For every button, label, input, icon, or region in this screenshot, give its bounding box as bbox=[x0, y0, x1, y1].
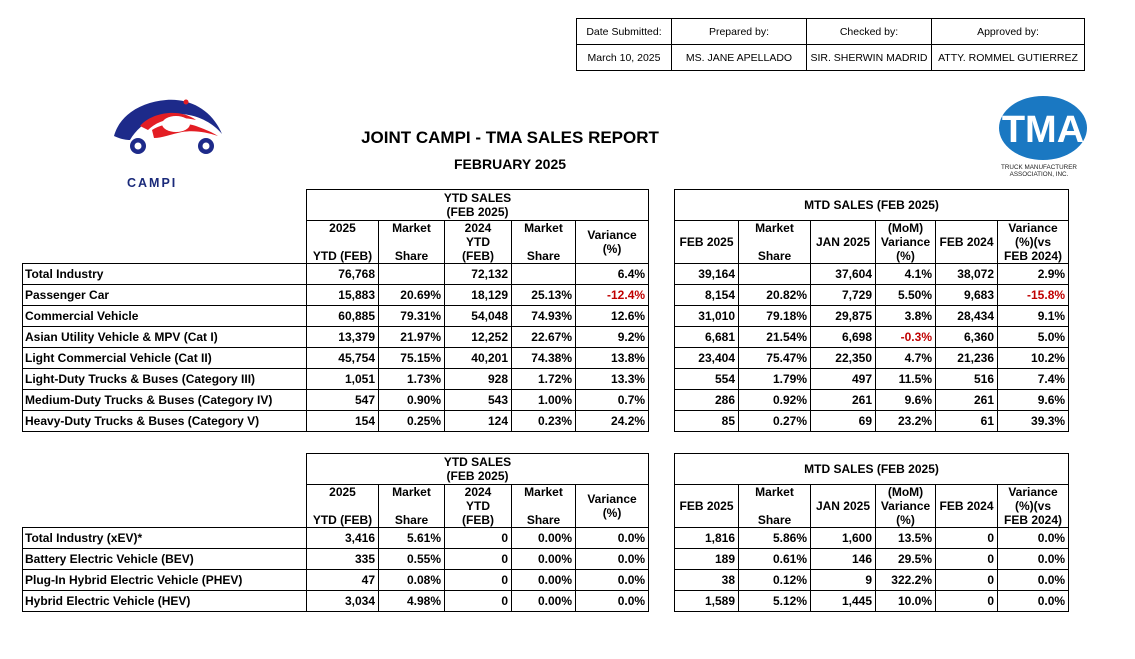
table-row bbox=[23, 390, 649, 411]
feb-2024-value: 9,683 bbox=[936, 285, 998, 306]
row-label: Battery Electric Vehicle (BEV) bbox=[23, 549, 307, 570]
market-share-2025-value: 79.31% bbox=[379, 306, 445, 327]
jan-2025-value: 497 bbox=[811, 369, 876, 390]
mom-variance-value: 5.50% bbox=[876, 285, 936, 306]
market-share-2025-value: 1.73% bbox=[379, 369, 445, 390]
mtd-sales-table-vehicle-types bbox=[674, 189, 1069, 432]
variance-value: 6.4% bbox=[576, 264, 649, 285]
jan-2025-value: 29,875 bbox=[811, 306, 876, 327]
col-feb-2024: FEB 2024 bbox=[936, 221, 998, 264]
variance-value: -12.4% bbox=[576, 285, 649, 306]
jan-2025-value: 69 bbox=[811, 411, 876, 432]
table-row bbox=[675, 285, 1069, 306]
market-share-2025-value: 0.08% bbox=[379, 570, 445, 591]
col-market-share-2025: Market Share bbox=[379, 485, 445, 528]
yoy-variance-value: 9.1% bbox=[998, 306, 1069, 327]
feb-2024-value: 0 bbox=[936, 549, 998, 570]
approved-by-value: ATTY. ROMMEL GUTIERREZ bbox=[932, 45, 1085, 71]
mtd-header-xev: MTD SALES (FEB 2025) bbox=[675, 454, 1069, 485]
feb-2024-value: 38,072 bbox=[936, 264, 998, 285]
market-share-feb-value: 20.82% bbox=[739, 285, 811, 306]
checked-by-value: SIR. SHERWIN MADRID bbox=[807, 45, 932, 71]
jan-2025-value: 22,350 bbox=[811, 348, 876, 369]
ytd-2025-value: 76,768 bbox=[307, 264, 379, 285]
approved-by-label: Approved by: bbox=[932, 19, 1085, 45]
feb-2025-value: 1,589 bbox=[675, 591, 739, 612]
yoy-variance-value: 5.0% bbox=[998, 327, 1069, 348]
jan-2025-value: 6,698 bbox=[811, 327, 876, 348]
ytd-header-xev: YTD SALES (FEB 2025) bbox=[307, 454, 649, 485]
market-share-feb-value: 1.79% bbox=[739, 369, 811, 390]
market-share-2024-value: 74.93% bbox=[512, 306, 576, 327]
col-mom-variance: (MoM) Variance (%) bbox=[876, 485, 936, 528]
ytd-sales-table-xev bbox=[22, 453, 649, 612]
feb-2024-value: 21,236 bbox=[936, 348, 998, 369]
ytd-2025-value: 47 bbox=[307, 570, 379, 591]
col-market-share-2024: Market Share bbox=[512, 485, 576, 528]
feb-2025-value: 39,164 bbox=[675, 264, 739, 285]
table-row bbox=[23, 528, 649, 549]
col-2025-ytd: 2025 YTD (FEB) bbox=[307, 221, 379, 264]
jan-2025-value: 146 bbox=[811, 549, 876, 570]
approvals-table bbox=[576, 18, 1085, 71]
ytd-2025-value: 154 bbox=[307, 411, 379, 432]
table-row bbox=[675, 591, 1069, 612]
feb-2025-value: 23,404 bbox=[675, 348, 739, 369]
feb-2024-value: 0 bbox=[936, 528, 998, 549]
yoy-variance-value: 9.6% bbox=[998, 390, 1069, 411]
row-label: Total Industry bbox=[23, 264, 307, 285]
ytd-2025-value: 3,416 bbox=[307, 528, 379, 549]
table-row bbox=[675, 390, 1069, 411]
row-label: Passenger Car bbox=[23, 285, 307, 306]
ytd-2024-value: 0 bbox=[445, 591, 512, 612]
row-label: Light-Duty Trucks & Buses (Category III) bbox=[23, 369, 307, 390]
feb-2024-value: 516 bbox=[936, 369, 998, 390]
market-share-feb-value: 75.47% bbox=[739, 348, 811, 369]
ytd-sales-table-vehicle-types bbox=[22, 189, 649, 432]
checked-by-label: Checked by: bbox=[807, 19, 932, 45]
market-share-2025-value: 21.97% bbox=[379, 327, 445, 348]
row-label: Medium-Duty Trucks & Buses (Category IV) bbox=[23, 390, 307, 411]
mom-variance-value: 4.1% bbox=[876, 264, 936, 285]
table-row bbox=[675, 348, 1069, 369]
mom-variance-value: 11.5% bbox=[876, 369, 936, 390]
report-subtitle: FEBRUARY 2025 bbox=[453, 156, 567, 172]
market-share-feb-value: 21.54% bbox=[739, 327, 811, 348]
prepared-by-label: Prepared by: bbox=[672, 19, 807, 45]
market-share-2024-value: 0.00% bbox=[512, 591, 576, 612]
col-variance: Variance (%) bbox=[576, 221, 649, 264]
yoy-variance-value: -15.8% bbox=[998, 285, 1069, 306]
yoy-variance-value: 10.2% bbox=[998, 348, 1069, 369]
tma-logo-text: TMA bbox=[1001, 109, 1085, 151]
ytd-2024-value: 543 bbox=[445, 390, 512, 411]
variance-value: 13.8% bbox=[576, 348, 649, 369]
market-share-2025-value: 0.55% bbox=[379, 549, 445, 570]
col-jan-2025: JAN 2025 bbox=[811, 221, 876, 264]
table-row bbox=[23, 411, 649, 432]
report-title: JOINT CAMPI - TMA SALES REPORT bbox=[361, 128, 659, 147]
col-variance: Variance (%) bbox=[576, 485, 649, 528]
yoy-variance-value: 7.4% bbox=[998, 369, 1069, 390]
ytd-2024-value: 54,048 bbox=[445, 306, 512, 327]
ytd-2025-value: 13,379 bbox=[307, 327, 379, 348]
variance-value: 0.7% bbox=[576, 390, 649, 411]
jan-2025-value: 9 bbox=[811, 570, 876, 591]
col-feb-2025: FEB 2025 bbox=[675, 485, 739, 528]
variance-value: 24.2% bbox=[576, 411, 649, 432]
jan-2025-value: 37,604 bbox=[811, 264, 876, 285]
feb-2024-value: 261 bbox=[936, 390, 998, 411]
row-label: Total Industry (xEV)* bbox=[23, 528, 307, 549]
market-share-2024-value: 25.13% bbox=[512, 285, 576, 306]
col-market-share-2025: Market Share bbox=[379, 221, 445, 264]
ytd-2024-value: 72,132 bbox=[445, 264, 512, 285]
market-share-2024-value bbox=[512, 264, 576, 285]
feb-2025-value: 189 bbox=[675, 549, 739, 570]
yoy-variance-value: 0.0% bbox=[998, 570, 1069, 591]
market-share-2024-value: 1.00% bbox=[512, 390, 576, 411]
variance-value: 0.0% bbox=[576, 570, 649, 591]
variance-value: 0.0% bbox=[576, 591, 649, 612]
ytd-2025-value: 1,051 bbox=[307, 369, 379, 390]
row-label: Asian Utility Vehicle & MPV (Cat I) bbox=[23, 327, 307, 348]
feb-2025-value: 8,154 bbox=[675, 285, 739, 306]
prepared-by-value: MS. JANE APELLADO bbox=[672, 45, 807, 71]
ytd-2024-value: 18,129 bbox=[445, 285, 512, 306]
mom-variance-value: 9.6% bbox=[876, 390, 936, 411]
table-row bbox=[675, 306, 1069, 327]
mtd-sales-table-xev bbox=[674, 453, 1069, 612]
table-row bbox=[675, 327, 1069, 348]
mom-variance-value: -0.3% bbox=[876, 327, 936, 348]
col-market-share-2024: Market Share bbox=[512, 221, 576, 264]
feb-2024-value: 28,434 bbox=[936, 306, 998, 327]
tma-logo bbox=[998, 96, 1090, 164]
market-share-feb-value: 5.86% bbox=[739, 528, 811, 549]
row-label: Heavy-Duty Trucks & Buses (Category V) bbox=[23, 411, 307, 432]
market-share-2025-value bbox=[379, 264, 445, 285]
ytd-2024-value: 124 bbox=[445, 411, 512, 432]
mom-variance-value: 4.7% bbox=[876, 348, 936, 369]
col-2024-ytd: 2024 YTD (FEB) bbox=[445, 221, 512, 264]
mom-variance-value: 29.5% bbox=[876, 549, 936, 570]
yoy-variance-value: 0.0% bbox=[998, 549, 1069, 570]
date-submitted-value: March 10, 2025 bbox=[577, 45, 672, 71]
row-label: Light Commercial Vehicle (Cat II) bbox=[23, 348, 307, 369]
market-share-2024-value: 0.00% bbox=[512, 570, 576, 591]
ytd-2024-value: 928 bbox=[445, 369, 512, 390]
ytd-2024-value: 0 bbox=[445, 528, 512, 549]
mom-variance-value: 23.2% bbox=[876, 411, 936, 432]
feb-2024-value: 0 bbox=[936, 570, 998, 591]
yoy-variance-value: 0.0% bbox=[998, 528, 1069, 549]
feb-2024-value: 6,360 bbox=[936, 327, 998, 348]
campi-logo bbox=[108, 96, 228, 158]
market-share-feb-value: 0.27% bbox=[739, 411, 811, 432]
table-row bbox=[23, 306, 649, 327]
table-row bbox=[675, 411, 1069, 432]
yoy-variance-value: 0.0% bbox=[998, 591, 1069, 612]
feb-2025-value: 286 bbox=[675, 390, 739, 411]
tma-caption: TRUCK MANUFACTURER ASSOCIATION, INC. bbox=[1001, 164, 1077, 178]
table-row bbox=[23, 285, 649, 306]
market-share-2024-value: 0.00% bbox=[512, 549, 576, 570]
feb-2025-value: 554 bbox=[675, 369, 739, 390]
feb-2025-value: 38 bbox=[675, 570, 739, 591]
table-row bbox=[23, 591, 649, 612]
row-label: Plug-In Hybrid Electric Vehicle (PHEV) bbox=[23, 570, 307, 591]
market-share-feb-value: 5.12% bbox=[739, 591, 811, 612]
mom-variance-value: 3.8% bbox=[876, 306, 936, 327]
date-submitted-label: Date Submitted: bbox=[577, 19, 672, 45]
market-share-2024-value: 0.23% bbox=[512, 411, 576, 432]
market-share-feb-value: 0.12% bbox=[739, 570, 811, 591]
ytd-2025-value: 335 bbox=[307, 549, 379, 570]
feb-2024-value: 61 bbox=[936, 411, 998, 432]
yoy-variance-value: 39.3% bbox=[998, 411, 1069, 432]
feb-2025-value: 1,816 bbox=[675, 528, 739, 549]
col-yoy-variance: Variance (%)(vs FEB 2024) bbox=[998, 221, 1069, 264]
ytd-2025-value: 3,034 bbox=[307, 591, 379, 612]
row-label: Commercial Vehicle bbox=[23, 306, 307, 327]
jan-2025-value: 261 bbox=[811, 390, 876, 411]
feb-2025-value: 85 bbox=[675, 411, 739, 432]
ytd-2024-value: 0 bbox=[445, 549, 512, 570]
ytd-2025-value: 60,885 bbox=[307, 306, 379, 327]
col-2025-ytd: 2025 YTD (FEB) bbox=[307, 485, 379, 528]
market-share-2024-value: 74.38% bbox=[512, 348, 576, 369]
table-row bbox=[675, 570, 1069, 591]
col-yoy-variance: Variance (%)(vs FEB 2024) bbox=[998, 485, 1069, 528]
variance-value: 0.0% bbox=[576, 528, 649, 549]
market-share-feb-value bbox=[739, 264, 811, 285]
market-share-2024-value: 0.00% bbox=[512, 528, 576, 549]
market-share-feb-value: 79.18% bbox=[739, 306, 811, 327]
row-label: Hybrid Electric Vehicle (HEV) bbox=[23, 591, 307, 612]
table-row bbox=[23, 549, 649, 570]
campi-logo-text: CAMPI bbox=[127, 176, 178, 190]
table-row bbox=[675, 549, 1069, 570]
ytd-2024-value: 12,252 bbox=[445, 327, 512, 348]
feb-2024-value: 0 bbox=[936, 591, 998, 612]
col-jan-2025: JAN 2025 bbox=[811, 485, 876, 528]
table-row bbox=[23, 327, 649, 348]
jan-2025-value: 7,729 bbox=[811, 285, 876, 306]
ytd-header: YTD SALES (FEB 2025) bbox=[307, 190, 649, 221]
variance-value: 13.3% bbox=[576, 369, 649, 390]
market-share-2025-value: 0.25% bbox=[379, 411, 445, 432]
variance-value: 0.0% bbox=[576, 549, 649, 570]
market-share-feb-value: 0.92% bbox=[739, 390, 811, 411]
table-row bbox=[675, 369, 1069, 390]
mom-variance-value: 10.0% bbox=[876, 591, 936, 612]
col-market-share-feb: Market Share bbox=[739, 221, 811, 264]
yoy-variance-value: 2.9% bbox=[998, 264, 1069, 285]
table-row bbox=[23, 348, 649, 369]
mom-variance-value: 322.2% bbox=[876, 570, 936, 591]
jan-2025-value: 1,600 bbox=[811, 528, 876, 549]
market-share-2025-value: 0.90% bbox=[379, 390, 445, 411]
col-mom-variance: (MoM) Variance (%) bbox=[876, 221, 936, 264]
table-row bbox=[23, 570, 649, 591]
col-market-share-feb: Market Share bbox=[739, 485, 811, 528]
ytd-2025-value: 547 bbox=[307, 390, 379, 411]
col-2024-ytd: 2024 YTD (FEB) bbox=[445, 485, 512, 528]
table-row bbox=[23, 264, 649, 285]
jan-2025-value: 1,445 bbox=[811, 591, 876, 612]
market-share-2024-value: 1.72% bbox=[512, 369, 576, 390]
mom-variance-value: 13.5% bbox=[876, 528, 936, 549]
table-row bbox=[675, 528, 1069, 549]
market-share-2025-value: 5.61% bbox=[379, 528, 445, 549]
market-share-2025-value: 4.98% bbox=[379, 591, 445, 612]
ytd-2025-value: 15,883 bbox=[307, 285, 379, 306]
market-share-2025-value: 20.69% bbox=[379, 285, 445, 306]
market-share-feb-value: 0.61% bbox=[739, 549, 811, 570]
market-share-2024-value: 22.67% bbox=[512, 327, 576, 348]
variance-value: 9.2% bbox=[576, 327, 649, 348]
variance-value: 12.6% bbox=[576, 306, 649, 327]
feb-2025-value: 31,010 bbox=[675, 306, 739, 327]
table-row bbox=[23, 369, 649, 390]
ytd-2024-value: 0 bbox=[445, 570, 512, 591]
col-feb-2024: FEB 2024 bbox=[936, 485, 998, 528]
col-feb-2025: FEB 2025 bbox=[675, 221, 739, 264]
ytd-2025-value: 45,754 bbox=[307, 348, 379, 369]
mtd-header: MTD SALES (FEB 2025) bbox=[675, 190, 1069, 221]
ytd-2024-value: 40,201 bbox=[445, 348, 512, 369]
market-share-2025-value: 75.15% bbox=[379, 348, 445, 369]
table-row bbox=[675, 264, 1069, 285]
feb-2025-value: 6,681 bbox=[675, 327, 739, 348]
